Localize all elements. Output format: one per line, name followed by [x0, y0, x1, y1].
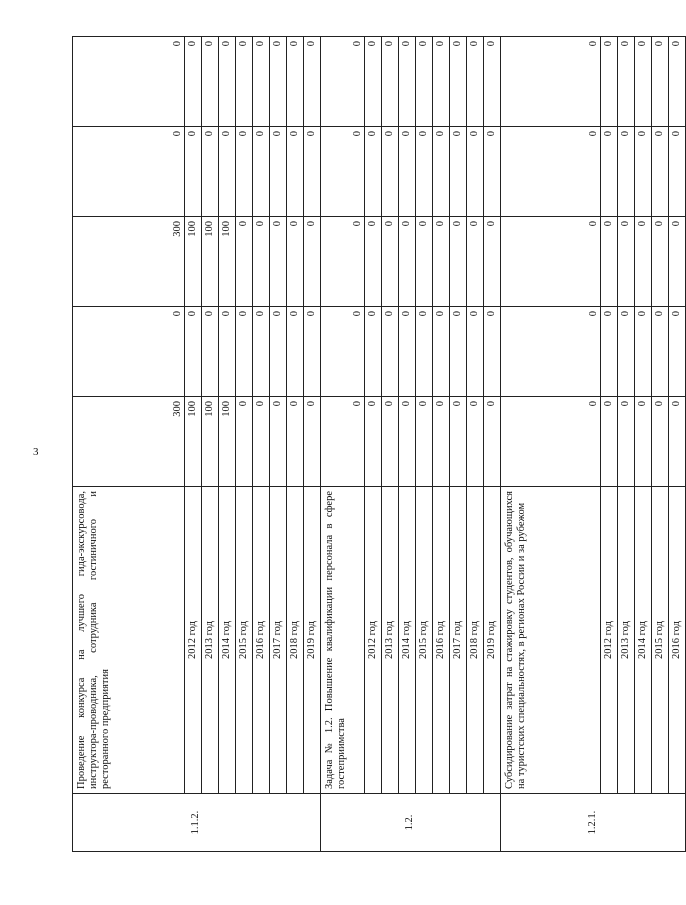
value-cell: 0 [185, 307, 202, 397]
value-cell: 0 [416, 307, 433, 397]
value-cell: 0 [219, 307, 236, 397]
value-cell: 0 [304, 37, 321, 127]
page-number: 3 [33, 446, 39, 458]
section-total-cell: 0 [501, 37, 601, 127]
year-row [287, 37, 304, 852]
year-row [382, 37, 399, 852]
year-row [652, 37, 669, 852]
value-cell: 0 [304, 397, 321, 487]
section-total-cell: 300 [73, 217, 185, 307]
value-cell: 0 [270, 307, 287, 397]
section-number: 1.1.2. [73, 794, 321, 852]
value-cell: 0 [652, 307, 669, 397]
year-label: 2015 год [236, 487, 253, 794]
year-row [202, 37, 219, 852]
year-label: 2017 год [270, 487, 287, 794]
value-cell: 0 [365, 307, 382, 397]
value-cell: 0 [467, 307, 484, 397]
value-cell: 0 [652, 127, 669, 217]
value-cell: 0 [635, 127, 652, 217]
value-cell: 0 [270, 397, 287, 487]
section-total-cell: 300 [73, 397, 185, 487]
value-cell: 0 [304, 217, 321, 307]
value-cell: 0 [270, 127, 287, 217]
value-cell: 0 [236, 307, 253, 397]
value-cell: 100 [219, 217, 236, 307]
section-header-row [321, 37, 365, 852]
year-row [601, 37, 618, 852]
value-cell: 0 [601, 37, 618, 127]
year-label: 2014 год [399, 487, 416, 794]
value-cell: 0 [467, 397, 484, 487]
value-cell: 100 [202, 397, 219, 487]
year-label: 2013 год [382, 487, 399, 794]
value-cell: 0 [253, 37, 270, 127]
value-cell: 0 [433, 127, 450, 217]
value-cell: 0 [382, 37, 399, 127]
value-cell: 0 [287, 307, 304, 397]
year-row [433, 37, 450, 852]
value-cell: 0 [433, 397, 450, 487]
year-label: 2016 год [433, 487, 450, 794]
value-cell: 0 [253, 127, 270, 217]
value-cell: 0 [236, 37, 253, 127]
value-cell: 0 [669, 37, 686, 127]
value-cell: 0 [652, 397, 669, 487]
year-row [484, 37, 501, 852]
value-cell: 0 [484, 307, 501, 397]
year-row [253, 37, 270, 852]
year-label: 2018 год [287, 487, 304, 794]
value-cell: 0 [365, 217, 382, 307]
year-row [669, 37, 686, 852]
value-cell: 0 [416, 397, 433, 487]
value-cell: 0 [270, 217, 287, 307]
value-cell: 0 [253, 397, 270, 487]
value-cell: 0 [450, 127, 467, 217]
value-cell: 0 [399, 307, 416, 397]
value-cell: 0 [304, 307, 321, 397]
year-label: 2015 год [416, 487, 433, 794]
value-cell: 0 [399, 397, 416, 487]
year-label: 2015 год [652, 487, 669, 794]
value-cell: 0 [669, 127, 686, 217]
value-cell: 0 [467, 37, 484, 127]
year-row [270, 37, 287, 852]
value-cell: 0 [433, 37, 450, 127]
year-row [467, 37, 484, 852]
section-total-cell: 0 [73, 307, 185, 397]
year-row [365, 37, 382, 852]
value-cell: 0 [365, 397, 382, 487]
value-cell: 0 [467, 127, 484, 217]
value-cell: 0 [253, 307, 270, 397]
value-cell: 0 [219, 37, 236, 127]
value-cell: 0 [185, 37, 202, 127]
value-cell: 100 [219, 397, 236, 487]
section-total-cell: 0 [501, 397, 601, 487]
table-body [73, 37, 686, 852]
value-cell: 0 [450, 307, 467, 397]
value-cell: 0 [287, 37, 304, 127]
value-cell: 0 [467, 217, 484, 307]
value-cell: 0 [433, 217, 450, 307]
value-cell: 100 [202, 217, 219, 307]
year-label: 2019 год [304, 487, 321, 794]
year-row [416, 37, 433, 852]
year-label: 2014 год [219, 487, 236, 794]
year-row [304, 37, 321, 852]
budget-table [72, 36, 686, 852]
section-total-cell: 0 [321, 127, 365, 217]
year-label: 2019 год [484, 487, 501, 794]
value-cell: 0 [669, 307, 686, 397]
value-cell: 0 [618, 397, 635, 487]
section-header-row [73, 37, 185, 852]
value-cell: 0 [450, 217, 467, 307]
section-total-cell: 0 [501, 127, 601, 217]
value-cell: 0 [601, 217, 618, 307]
value-cell: 0 [365, 127, 382, 217]
value-cell: 0 [601, 127, 618, 217]
year-row [219, 37, 236, 852]
value-cell: 0 [365, 37, 382, 127]
value-cell: 0 [287, 217, 304, 307]
value-cell: 0 [399, 37, 416, 127]
value-cell: 0 [236, 397, 253, 487]
value-cell: 0 [450, 397, 467, 487]
value-cell: 0 [416, 37, 433, 127]
value-cell: 0 [601, 397, 618, 487]
section-title: Проведение конкурса на лучшего гида-экскурсовода, инструктора-проводника, сотрудника гостиничного и ресторанного предприятия [73, 487, 185, 794]
year-row [618, 37, 635, 852]
value-cell: 0 [669, 217, 686, 307]
year-label: 2013 год [202, 487, 219, 794]
section-total-cell: 0 [501, 307, 601, 397]
value-cell: 0 [399, 217, 416, 307]
value-cell: 0 [416, 127, 433, 217]
value-cell: 0 [202, 127, 219, 217]
section-total-cell: 0 [73, 37, 185, 127]
value-cell: 0 [484, 37, 501, 127]
year-row [185, 37, 202, 852]
value-cell: 0 [635, 307, 652, 397]
rotated-table-container [72, 37, 682, 852]
value-cell: 0 [652, 37, 669, 127]
value-cell: 0 [304, 127, 321, 217]
year-label: 2012 год [365, 487, 382, 794]
value-cell: 0 [270, 37, 287, 127]
year-label: 2016 год [253, 487, 270, 794]
value-cell: 0 [219, 127, 236, 217]
value-cell: 0 [236, 127, 253, 217]
value-cell: 0 [618, 127, 635, 217]
value-cell: 0 [618, 307, 635, 397]
value-cell: 0 [484, 397, 501, 487]
value-cell: 0 [618, 217, 635, 307]
value-cell: 0 [635, 37, 652, 127]
section-title: Субсидирование затрат на стажировку студентов, обучающихся на туристских специальностях, в регионах России и за рубежом [501, 487, 601, 794]
value-cell: 0 [433, 307, 450, 397]
year-label: 2016 год [669, 487, 686, 794]
year-row [399, 37, 416, 852]
value-cell: 0 [382, 397, 399, 487]
year-label: 2013 год [618, 487, 635, 794]
value-cell: 100 [185, 397, 202, 487]
value-cell: 0 [202, 307, 219, 397]
value-cell: 0 [236, 217, 253, 307]
value-cell: 100 [185, 217, 202, 307]
year-label: 2017 год [450, 487, 467, 794]
year-label: 2012 год [601, 487, 618, 794]
section-total-cell: 0 [321, 397, 365, 487]
value-cell: 0 [652, 217, 669, 307]
value-cell: 0 [287, 397, 304, 487]
value-cell: 0 [399, 127, 416, 217]
value-cell: 0 [484, 217, 501, 307]
value-cell: 0 [635, 397, 652, 487]
value-cell: 0 [253, 217, 270, 307]
value-cell: 0 [185, 127, 202, 217]
value-cell: 0 [601, 307, 618, 397]
value-cell: 0 [484, 127, 501, 217]
value-cell: 0 [202, 37, 219, 127]
value-cell: 0 [382, 217, 399, 307]
section-header-row [501, 37, 601, 852]
value-cell: 0 [618, 37, 635, 127]
year-label: 2014 год [635, 487, 652, 794]
value-cell: 0 [635, 217, 652, 307]
section-total-cell: 0 [321, 307, 365, 397]
section-number: 1.2.1. [501, 794, 686, 852]
value-cell: 0 [669, 397, 686, 487]
section-total-cell: 0 [501, 217, 601, 307]
section-number: 1.2. [321, 794, 501, 852]
year-label: 2012 год [185, 487, 202, 794]
value-cell: 0 [416, 217, 433, 307]
value-cell: 0 [382, 307, 399, 397]
value-cell: 0 [450, 37, 467, 127]
year-row [450, 37, 467, 852]
section-total-cell: 0 [73, 127, 185, 217]
year-label: 2018 год [467, 487, 484, 794]
section-total-cell: 0 [321, 217, 365, 307]
year-row [236, 37, 253, 852]
value-cell: 0 [382, 127, 399, 217]
year-row [635, 37, 652, 852]
section-total-cell: 0 [321, 37, 365, 127]
section-title: Задача № 1.2. Повышение квалификации персонала в сфере гостеприимства [321, 487, 365, 794]
value-cell: 0 [287, 127, 304, 217]
